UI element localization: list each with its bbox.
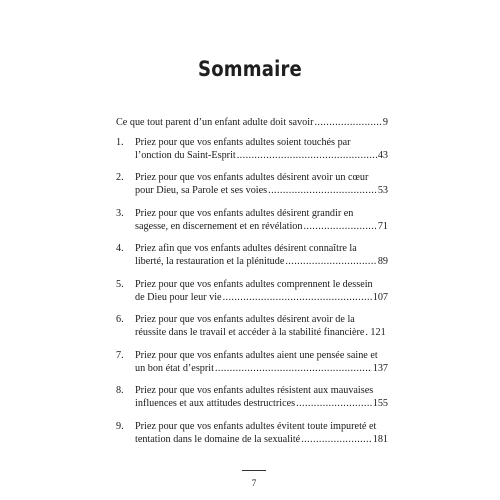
entry-line1: Priez pour que vos enfants adultes soient touchés par <box>135 137 351 148</box>
entry-page: 121 <box>370 327 386 338</box>
dot-leader <box>301 433 372 446</box>
entry-line2: l’onction du Saint-Esprit <box>135 150 236 161</box>
entry-page: 107 <box>372 292 388 303</box>
dot-leader <box>303 220 376 233</box>
entry-page: 155 <box>372 398 388 409</box>
entry-number: 9. <box>116 421 124 432</box>
entry-page: 137 <box>372 363 388 374</box>
entry-number: 4. <box>116 243 124 254</box>
entry-page: 43 <box>377 150 388 161</box>
entry-line1: Priez pour que vos enfants adultes résistent aux mauvaises <box>135 385 374 396</box>
toc-intro-page: 9 <box>382 117 388 128</box>
entry-number: 2. <box>116 172 124 183</box>
entry-line2: influences et aux attitudes destructrices <box>135 398 296 409</box>
entry-line2: liberté, la restauration et la plénitude <box>135 256 285 267</box>
dot-leader <box>285 255 376 268</box>
dot-leader <box>223 291 372 304</box>
entry-page: 89 <box>377 256 388 267</box>
dot-leader <box>296 397 372 410</box>
entry-line1: Priez pour que vos enfants adultes évitent toute impureté et <box>135 421 377 432</box>
toc-intro-text: Ce que tout parent d’un enfant adulte doit savoir <box>116 117 314 128</box>
entry-line1: Priez afin que vos enfants adultes désirent connaître la <box>135 243 357 254</box>
dot-leader <box>365 326 369 339</box>
entry-line2: réussite dans le travail et accéder à la stabilité financière <box>135 327 365 338</box>
entry-number: 5. <box>116 279 124 290</box>
entry-number: 3. <box>116 208 124 219</box>
entry-line1: Priez pour que vos enfants adultes comprennent le dessein <box>135 279 373 290</box>
entry-line2: de Dieu pour leur vie <box>135 292 222 303</box>
entry-number: 7. <box>116 350 124 361</box>
dot-leader <box>215 362 372 375</box>
entry-number: 6. <box>116 314 124 325</box>
entry-line2: un bon état d’esprit <box>135 363 214 374</box>
dot-leader <box>237 149 377 162</box>
entry-page: 71 <box>377 221 388 232</box>
entry-line1: Priez pour que vos enfants adultes désirent avoir de la <box>135 314 355 325</box>
dot-leader <box>314 116 381 129</box>
entry-line2: tentation dans le domaine de la sexualité <box>135 434 301 445</box>
entry-line2: pour Dieu, sa Parole et ses voies <box>135 185 268 196</box>
dot-leader <box>268 184 377 197</box>
entry-line1: Priez pour que vos enfants adultes désirent avoir un cœur <box>135 172 369 183</box>
folio-rule <box>242 470 266 471</box>
page-number: 7 <box>251 478 257 488</box>
entry-line1: Priez pour que vos enfants adultes aient une pensée saine et <box>135 350 378 361</box>
entry-line2: sagesse, en discernement et en révélation <box>135 221 303 232</box>
page-title: Sommaire <box>198 57 302 81</box>
entry-page: 181 <box>372 434 388 445</box>
toc-intro-entry[interactable] <box>116 116 388 129</box>
entry-page: 53 <box>377 185 388 196</box>
entry-line1: Priez pour que vos enfants adultes désirent grandir en <box>135 208 354 219</box>
entry-number: 8. <box>116 385 124 396</box>
entry-number: 1. <box>116 137 124 148</box>
